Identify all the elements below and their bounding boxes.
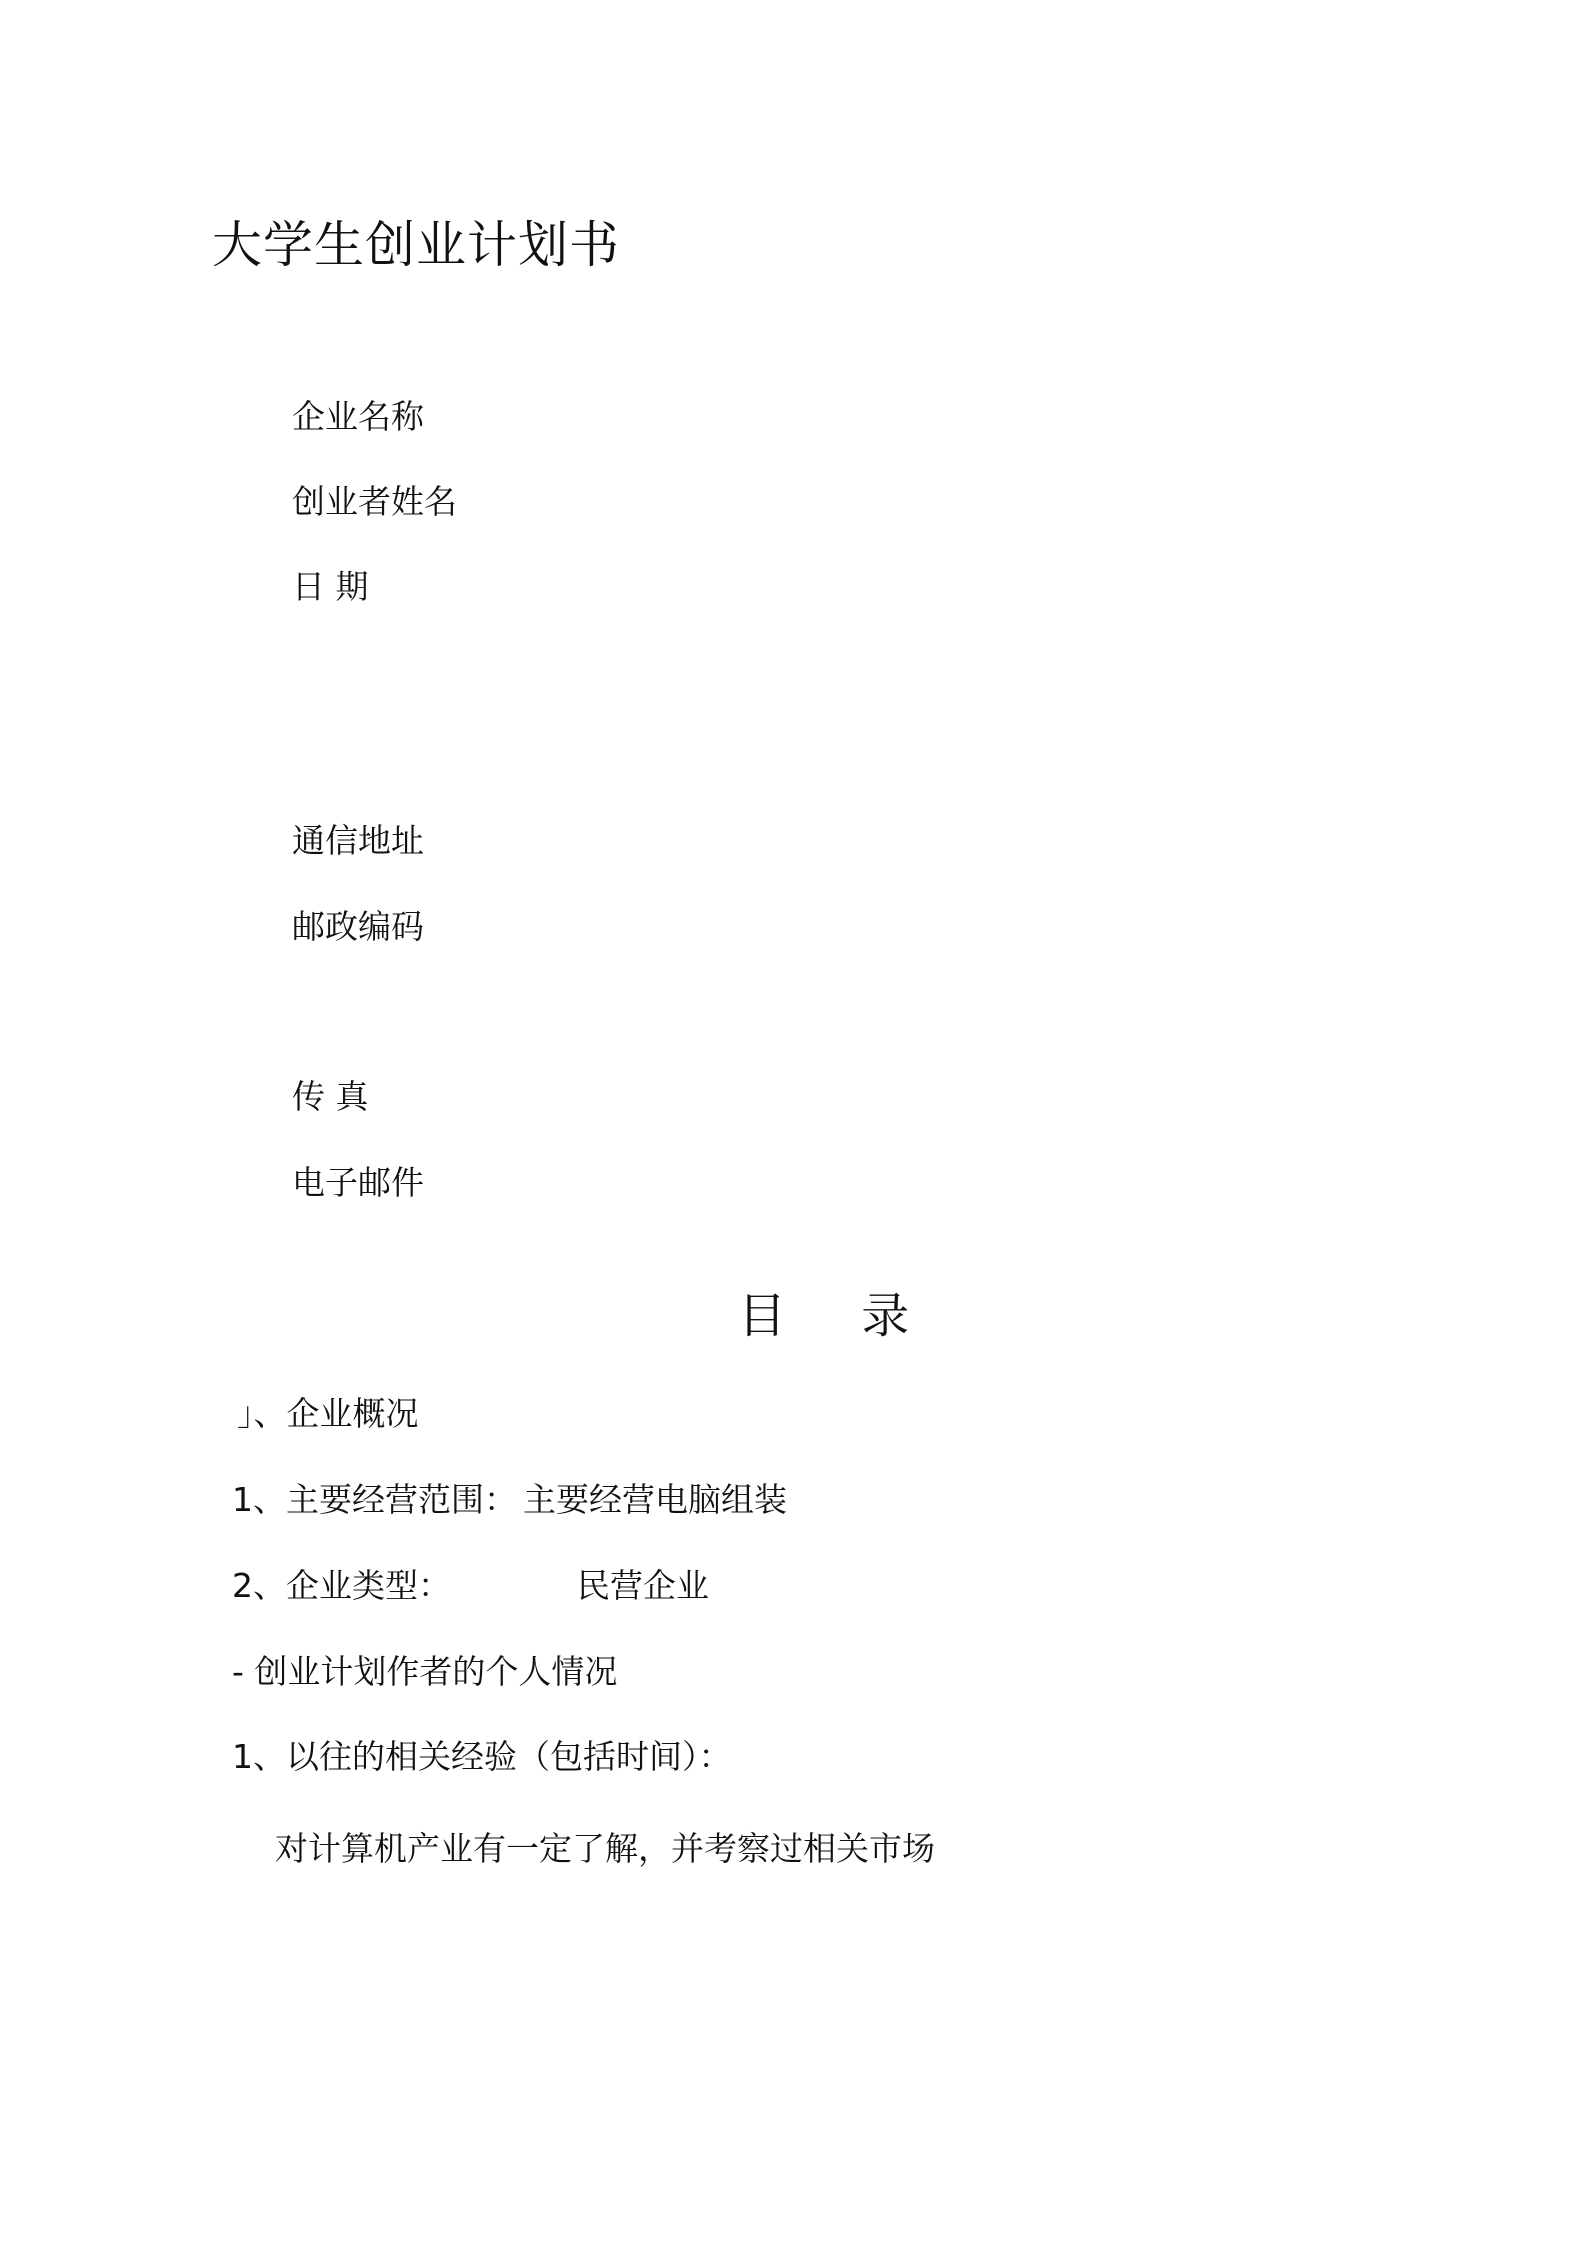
- field-founder-name: 创业者姓名: [292, 482, 457, 521]
- toc-section-company-overview: 」、企业概况: [237, 1394, 419, 1433]
- field-date: 日 期: [292, 567, 369, 606]
- field-company-name: 企业名称: [292, 397, 424, 436]
- toc-item-business-scope-value: 主要经营电脑组装: [523, 1480, 787, 1519]
- experience-text: 对计算机产业有一定了解，并考察过相关市场: [275, 1829, 935, 1868]
- toc-item-company-type-value: 民营企业: [577, 1566, 709, 1605]
- toc-section-author-info: - 创业计划作者的个人情况: [232, 1652, 618, 1691]
- toc-item-company-type-label: 2、企业类型：: [232, 1566, 451, 1605]
- field-email: 电子邮件: [292, 1163, 424, 1202]
- toc-item-business-scope-label: 1、主要经营范围：: [232, 1480, 517, 1519]
- toc-item-experience: 1、以往的相关经验（包括时间）：: [232, 1737, 732, 1776]
- field-address: 通信地址: [292, 821, 424, 860]
- field-postal-code: 邮政编码: [292, 907, 424, 946]
- toc-title: 目 录: [738, 1288, 940, 1344]
- document-title: 大学生创业计划书: [212, 216, 620, 274]
- field-fax: 传 真: [292, 1077, 369, 1116]
